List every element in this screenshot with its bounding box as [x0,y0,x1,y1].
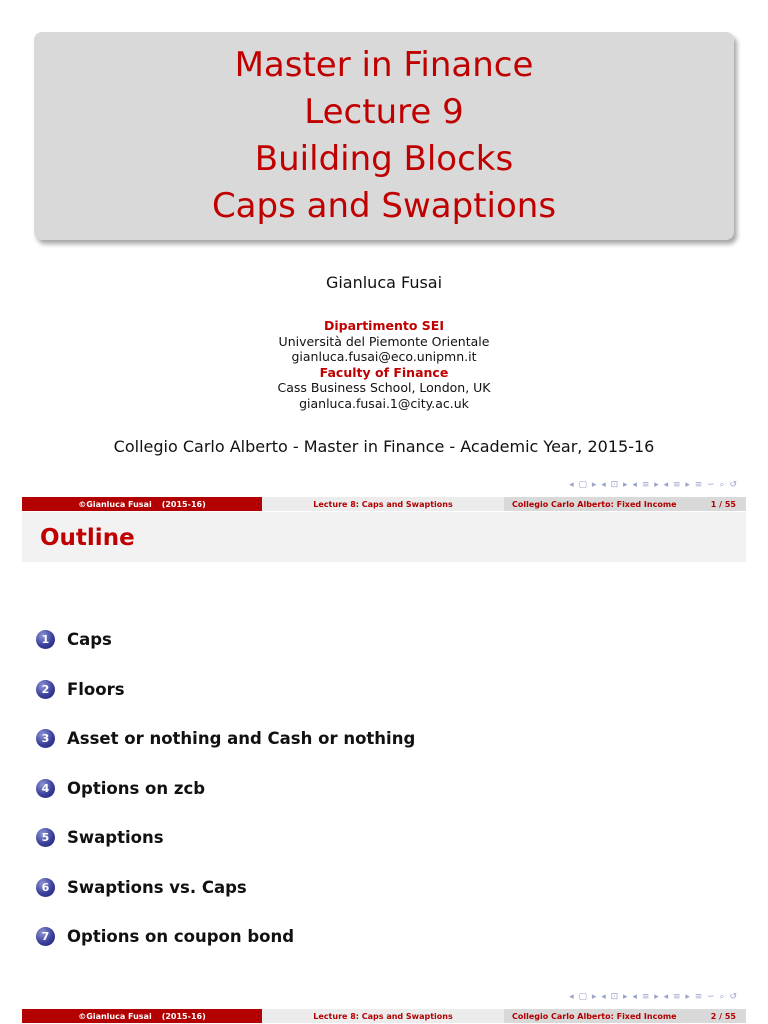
toc-item[interactable] [36,863,415,913]
footer-author-name: ©Gianluca Fusai [78,1011,152,1021]
affil-email-2: gianluca.fusai.1@city.ac.uk [299,395,469,411]
toc-number-badge: 6 [36,878,55,897]
title-line-3: Building Blocks [254,139,514,179]
toc-label: Caps [67,630,112,650]
toc-number-badge: 7 [36,927,55,946]
footer-course-title: Collegio Carlo Alberto: Fixed Income [512,499,677,509]
footer-author [22,1009,262,1023]
footer-course [504,1009,746,1023]
affil-dept-1: Dipartimento SEI [324,318,444,333]
affil-univ-1: Università del Piemonte Orientale [278,333,490,349]
table-of-contents [36,615,415,962]
affil-dept-2: Faculty of Finance [319,364,449,380]
affil-email-1: gianluca.fusai@eco.unipmn.it [291,349,477,364]
toc-item[interactable] [36,714,415,764]
toc-number-badge: 2 [36,680,55,699]
title-box [34,32,734,240]
toc-label: Swaptions vs. Caps [67,877,247,897]
footer-bar [22,1009,746,1023]
footer-lecture: Lecture 8: Caps and Swaptions [262,497,504,511]
footer-page-number: 2 / 55 [710,1011,736,1021]
title-line-2: Lecture 9 [304,92,464,132]
footer-page-number: 1 / 55 [710,499,736,509]
toc-label: Asset or nothing and Cash or nothing [67,729,416,749]
footer-year: (2015-16) [161,499,206,509]
footer-course [504,497,746,511]
navigation-symbols[interactable]: ◂ ▢ ▸ ◂ ⊡ ▸ ◂ ≡ ▸ ◂ ≡ ▸ ≡ ∽ ⌕ ↺ [569,992,738,1002]
toc-item[interactable] [36,764,415,814]
outline-slide [22,512,746,1024]
title-line-1: Master in Finance [234,45,534,85]
footer-year: (2015-16) [161,1011,206,1021]
toc-number-badge: 3 [36,729,55,748]
toc-item[interactable] [36,912,415,962]
footer-course-title: Collegio Carlo Alberto: Fixed Income [512,1011,677,1021]
navigation-symbols[interactable]: ◂ ▢ ▸ ◂ ⊡ ▸ ◂ ≡ ▸ ◂ ≡ ▸ ≡ ∽ ⌕ ↺ [569,480,738,490]
affiliations [22,318,746,411]
frame-title: Outline [40,525,135,551]
footer-bar [22,497,746,511]
toc-label: Floors [67,679,125,699]
toc-number-badge: 1 [36,630,55,649]
title-slide [22,0,746,512]
frame-title-bar [22,512,746,562]
toc-label: Options on zcb [67,778,206,798]
toc-number-badge: 4 [36,779,55,798]
toc-item[interactable] [36,813,415,863]
footer-lecture: Lecture 8: Caps and Swaptions [262,1009,504,1023]
affil-univ-2: Cass Business School, London, UK [277,380,491,395]
toc-item[interactable] [36,665,415,715]
toc-label: Options on coupon bond [67,927,295,947]
footer-author [22,497,262,511]
event-line: Collegio Carlo Alberto - Master in Finance - Academic Year, 2015-16 [113,437,655,456]
toc-label: Swaptions [67,828,164,848]
author-name: Gianluca Fusai [325,273,443,292]
toc-item[interactable] [36,615,415,665]
toc-number-badge: 5 [36,828,55,847]
footer-author-name: ©Gianluca Fusai [78,499,152,509]
title-line-4: Caps and Swaptions [211,186,557,226]
